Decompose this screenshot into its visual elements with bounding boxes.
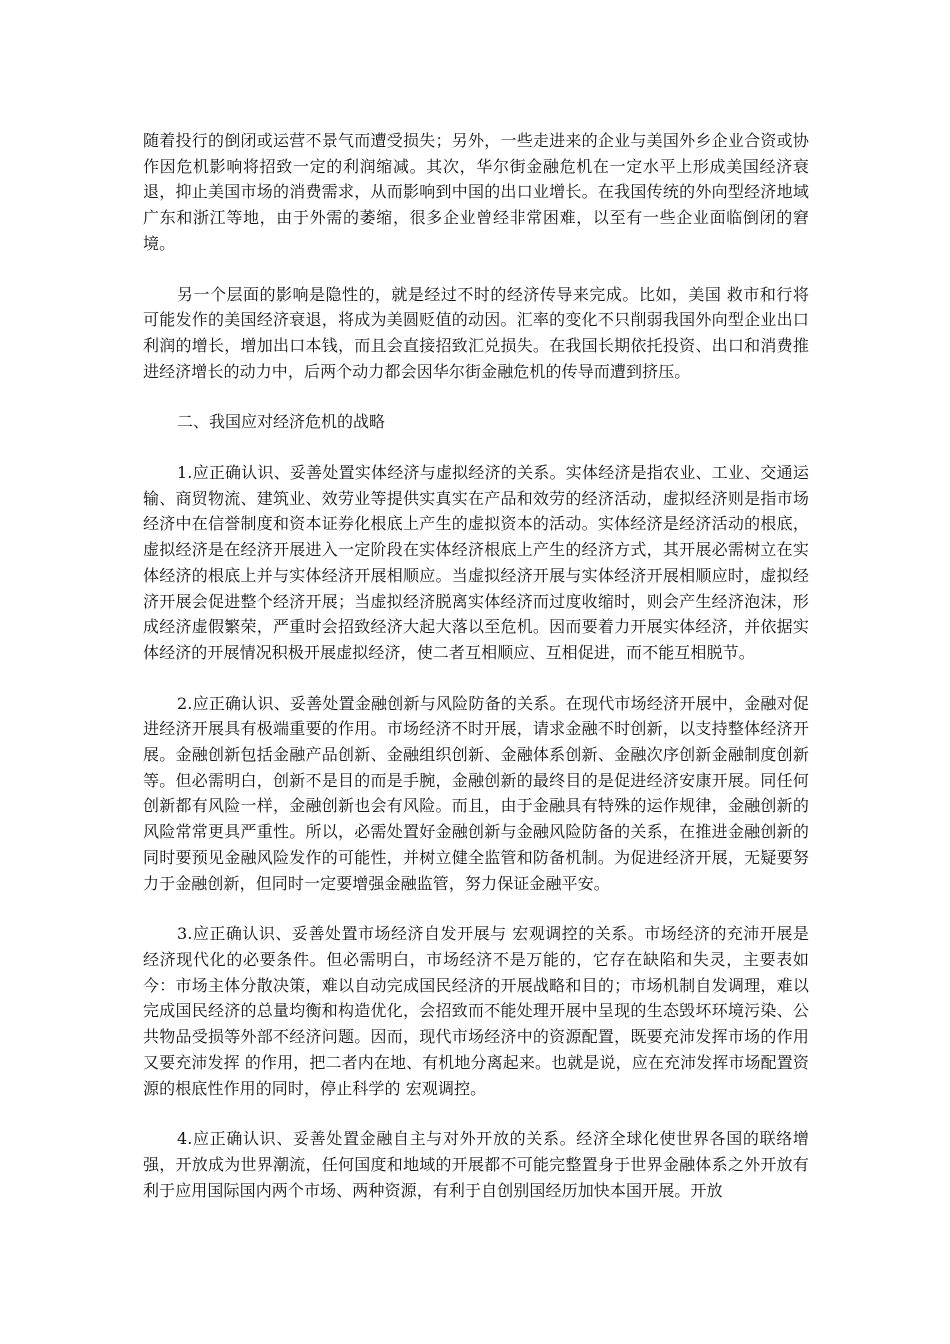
paragraph-point-1: 1.应正确认识、妥善处置实体经济与虚拟经济的关系。实体经济是指农业、工业、交通运输、商贸物流、建筑业、效劳业等提供实真实在产品和效劳的经济活动，虚拟经济则是指市场经济中在信誉制度和资本证券化根底上产生的虚拟资本的活动。实体经济是经济活动的根底，虚拟经济是在经济开展进入一定阶段在实体经济根底上产生的经济方式，其开展必需树立在实体经济的根底上并与实体经济开展相顺应。当虚拟经济开展与实体经济开展相顺应时，虚拟经济开展会促进整个经济开展；当虚拟经济脱离实体经济而过度收缩时，则会产生经济泡沫，形成经济虚假繁荣，严重时会招致经济大起大落以至危机。因而要着力开展实体经济，并依据实体经济的开展情况积极开展虚拟经济，使二者互相顺应、互相促进，而不能互相脱节。 [143, 463, 809, 662]
paragraph-continuation: 随着投行的倒闭或运营不景气而遭受损失；另外，一些走进来的企业与美国外乡企业合资或协作因危机影响将招致一定的利润缩减。其次，华尔街金融危机在一定水平上形成美国经济衰退，抑止美国市场的消费需求，从而影响到中国的出口业增长。在我国传统的外向型经济地域广东和浙江等地，由于外需的萎缩，很多企业曾经非常困难，以至有一些企业面临倒闭的窘境。 [143, 131, 809, 253]
section-heading: 二、我国应对经济危机的战略 [177, 412, 386, 432]
document-page [143, 128, 809, 1228]
paragraph-hidden-impact: 另一个层面的影响是隐性的，就是经过不时的经济传导来完成。比如，美国 救市和行将可能发作的美国经济衰退，将成为美圆贬值的动因。汇率的变化不只削弱我国外向型企业出口利润的增长，增加出口本钱，而且会直接招致汇兑损失。在我国长期依托投资、出口和消费推进经济增长的动力中，后两个动力都会因华尔街金融危机的传导而遭到挤压。 [143, 284, 809, 381]
paragraph-point-2: 2.应正确认识、妥善处置金融创新与风险防备的关系。在现代市场经济开展中，金融对促进经济开展具有极端重要的作用。市场经济不时开展，请求金融不时创新，以支持整体经济开展。金融创新包括金融产品创新、金融组织创新、金融体系创新、金融次序创新金融制度创新等。但必需明白，创新不是目的而是手腕，金融创新的最终目的是促进经济安康开展。同任何创新都有风险一样，金融创新也会有风险。而且，由于金融具有特殊的运作规律，金融创新的风险常常更具严重性。所以，必需处置好金融创新与金融风险防备的关系，在推进金融创新的同时要预见金融风险发作的可能性，并树立健全监管和防备机制。为促进经济开展，无疑要努力于金融创新，但同时一定要增强金融监管，努力保证金融平安。 [143, 693, 809, 893]
paragraph-point-3: 3.应正确认识、妥善处置市场经济自发开展与 宏观调控的关系。市场经济的充沛开展是经济现代化的必要条件。但必需明白，市场经济不是万能的，它存在缺陷和失灵，主要表如今：市场主体分散决策，难以自动完成国民经济的开展战略和目的；市场机制自发调理，难以完成国民经济的总量均衡和构造优化，会招致而不能处理开展中呈现的生态毁坏环境污染、公共物品受损等外部不经济问题。因而，现代市场经济中的资源配置，既要充沛发挥市场的作用又要充沛发挥 的作用，把二者内在地、有机地分离起来。也就是说，应在充沛发挥市场配置资源的根底性作用的同时，停止科学的 宏观调控。 [143, 924, 809, 1098]
paragraph-point-4: 4.应正确认识、妥善处置金融自主与对外开放的关系。经济全球化使世界各国的联络增强，开放成为世界潮流，任何国度和地域的开展都不可能完整置身于世界金融体系之外开放有利于应用国际国内两个市场、两种资源，有利于自创别国经历加快本国开展。开放 [143, 1129, 809, 1200]
